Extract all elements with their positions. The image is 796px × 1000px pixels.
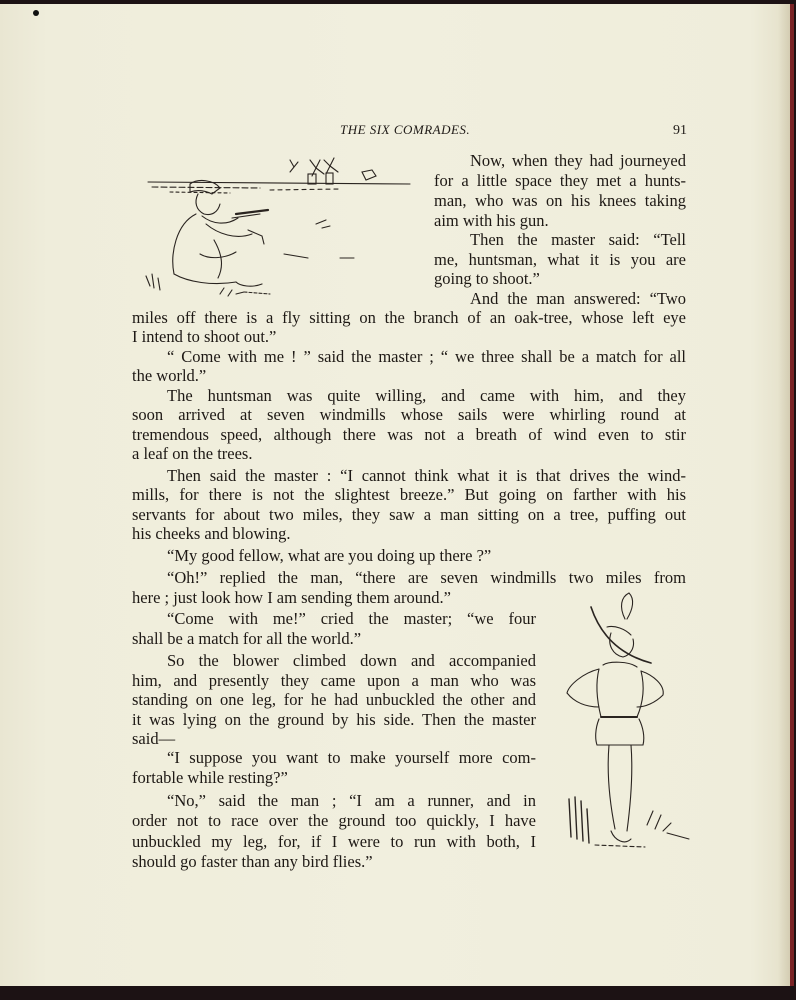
text-line: me, huntsman, what it is you are xyxy=(434,250,686,269)
text-line: unbuckled my leg, for, if I were to run with both, I xyxy=(132,832,536,851)
text-line: “Oh!” replied the man, “there are seven windmills two miles from xyxy=(167,568,686,587)
text-line: standing on one leg, for he had unbuckled the other and xyxy=(132,690,536,709)
text-line: And the man answered: “Two xyxy=(470,289,686,308)
running-head: THE SIX COMRADES. xyxy=(340,122,471,137)
text-line: servants for about two miles, they saw a man sitting on a tree, puffing out xyxy=(132,505,686,524)
text-line: a leaf on the trees. xyxy=(132,444,253,463)
text-line: “I suppose you want to make yourself more com- xyxy=(167,748,536,767)
text-line: Then said the master : “I cannot think what it is that drives the wind- xyxy=(167,466,686,485)
text-line: The huntsman was quite willing, and came with him, and they xyxy=(167,386,686,405)
text-line: him, and presently they came upon a man who was xyxy=(132,671,536,690)
text-line: tremendous speed, although there was not a breath of wind even to stir xyxy=(132,425,686,444)
book-page xyxy=(0,4,794,986)
text-line: miles off there is a fly sitting on the branch of an oak-tree, whose left eye xyxy=(132,308,686,327)
text-line: “No,” said the man ; “I am a runner, and in xyxy=(167,791,536,810)
text-line: his cheeks and blowing. xyxy=(132,524,291,543)
text-line: the world.” xyxy=(132,366,207,385)
text-line: soon arrived at seven windmills whose sails were whirling round at xyxy=(132,405,686,424)
text-line: Then the master said: “Tell xyxy=(470,230,686,249)
text-line: man, who was on his knees taking xyxy=(434,191,686,210)
page-number: 91 xyxy=(673,123,687,138)
text-line: said— xyxy=(132,729,176,748)
text-line: going to shoot.” xyxy=(434,269,540,288)
text-line: Now, when they had journeyed xyxy=(470,151,686,170)
corner-dot xyxy=(33,10,39,16)
text-line: “My good fellow, what are you doing up there ?” xyxy=(167,546,492,565)
text-line: fortable while resting?” xyxy=(132,768,288,787)
text-line: shall be a match for all the world.” xyxy=(132,629,362,648)
text-line: should go faster than any bird flies.” xyxy=(132,852,373,871)
text-line: I intend to shoot out.” xyxy=(132,327,277,346)
text-line: mills, for there is not the slightest breeze.” But going on farther with his xyxy=(132,485,686,504)
text-line: order not to race over the ground too quickly, I have xyxy=(132,811,536,830)
text-line: for a little space they met a hunts- xyxy=(434,171,686,190)
text-line: here ; just look how I am sending them around.” xyxy=(132,588,451,607)
text-line: So the blower climbed down and accompanied xyxy=(167,651,536,670)
text-line: “Come with me!” cried the master; “we four xyxy=(167,609,536,628)
text-line: it was lying on the ground by his side. Then the master xyxy=(132,710,536,729)
text-line: “ Come with me ! ” said the master ; “ we three shall be a match for all xyxy=(167,347,686,366)
page-edge-shading xyxy=(778,4,790,986)
runner-illustration xyxy=(555,589,695,869)
text-line: aim with his gun. xyxy=(434,211,549,230)
huntsman-illustration xyxy=(140,154,430,309)
